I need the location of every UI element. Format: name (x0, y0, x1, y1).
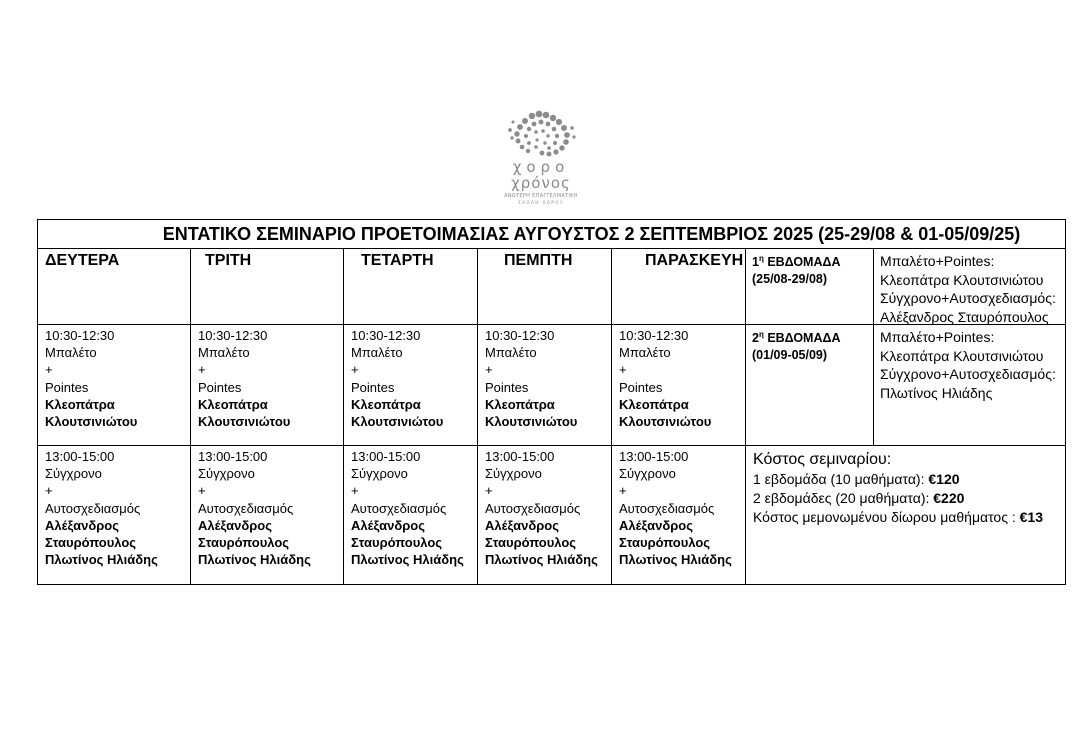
table-col-divider (745, 248, 746, 584)
teacher-first: Αλέξανδρος (351, 517, 425, 533)
session-class2: Αυτοσχεδιασμός (45, 500, 141, 516)
day-header-wednesday: ΤΕΤΑΡΤΗ (361, 252, 434, 269)
session-time: 13:00-15:00 (198, 449, 268, 464)
morning-session-thursday (485, 327, 577, 430)
logo-wordmark-line2: χρόνος (511, 174, 571, 192)
table-row-divider (38, 248, 1065, 249)
week2-info (880, 328, 1056, 402)
session-class: Μπαλέτο (351, 345, 403, 361)
week1-label (752, 250, 841, 288)
cost-line-1-text: 1 εβδομάδα (10 μαθήματα): (753, 471, 929, 487)
session-time: 10:30-12:30 (485, 328, 555, 343)
week1-title: ΕΒΔΟΜΑΔΑ (763, 255, 841, 269)
session-class: Μπαλέτο (485, 345, 537, 361)
week2-info-line: Κλεοπάτρα Κλουτσινιώτου (880, 347, 1044, 364)
session-time: 10:30-12:30 (198, 328, 268, 343)
session-plus: + (351, 362, 359, 378)
week1-dates: (25/08-29/08) (752, 272, 828, 286)
week2-info-line: Σύγχρονο+Αυτοσχεδιασμός: (880, 366, 1056, 382)
week2-dates: (01/09-05/09) (752, 348, 828, 362)
logo-subtagline: ΣΧΟΛΗ ΧΟΡΟΥ (518, 200, 564, 205)
afternoon-session-thursday (485, 448, 598, 568)
cost-line-1-price: €120 (928, 471, 960, 487)
logo-tagline: ΑΝΩΤΕΡΗ ΕΠΑΓΓΕΛΜΑΤΙΚΗ (504, 193, 578, 199)
day-header-friday: ΠΑΡΑΣΚΕΥΗ (645, 252, 744, 269)
session-class2: Αυτοσχεδιασμός (485, 500, 581, 516)
school-logo (498, 108, 584, 210)
table-col-divider (477, 248, 478, 584)
session-plus: + (45, 362, 53, 378)
teacher-2: Πλωτίνος Ηλιάδης (485, 552, 598, 568)
cost-line-3-price: €13 (1019, 509, 1043, 525)
afternoon-session-friday (619, 448, 732, 568)
session-plus: + (485, 362, 493, 378)
teacher-last: Κλουτσινιώτου (485, 413, 578, 429)
cost-line-2-text: 2 εβδομάδες (20 μαθήματα): (753, 490, 934, 506)
cost-line-2 (753, 489, 1043, 508)
week1-ordinal: η (758, 254, 764, 263)
session-class: Μπαλέτο (619, 345, 671, 361)
session-class2: Pointes (351, 379, 395, 395)
teacher-2: Πλωτίνος Ηλιάδης (619, 552, 732, 568)
session-class: Σύγχρονο (351, 466, 408, 482)
teacher-first: Κλεοπάτρα (45, 396, 115, 412)
table-col-divider (611, 248, 612, 584)
morning-session-friday (619, 327, 711, 430)
day-header-monday: ΔΕΥΤΕΡΑ (45, 252, 120, 269)
week1-info-line: Σύγχρονο+Αυτοσχεδιασμός: (880, 290, 1056, 306)
afternoon-session-monday (45, 448, 158, 568)
week1-info (880, 252, 1056, 326)
teacher-last: Κλουτσινιώτου (45, 413, 138, 429)
week1-info-line: Κλεοπάτρα Κλουτσινιώτου (880, 271, 1044, 288)
session-time: 10:30-12:30 (351, 328, 421, 343)
table-col-divider (190, 248, 191, 584)
table-col-divider (343, 248, 344, 584)
session-class2: Pointes (45, 379, 89, 395)
morning-session-tuesday (198, 327, 290, 430)
session-time: 10:30-12:30 (619, 328, 689, 343)
week1-info-line: Μπαλέτο+Pointes: (880, 253, 995, 269)
cost-info (753, 449, 1043, 527)
session-plus: + (351, 483, 359, 499)
session-time: 10:30-12:30 (45, 328, 115, 343)
teacher-last: Σταυρόπουλος (485, 534, 577, 550)
teacher-2: Πλωτίνος Ηλιάδης (45, 552, 158, 568)
teacher-last: Κλουτσινιώτου (198, 413, 291, 429)
session-class2: Αυτοσχεδιασμός (619, 500, 715, 516)
teacher-2: Πλωτίνος Ηλιάδης (351, 552, 464, 568)
teacher-first: Αλέξανδρος (619, 517, 693, 533)
teacher-first: Κλεοπάτρα (619, 396, 689, 412)
morning-session-monday (45, 327, 137, 430)
session-time: 13:00-15:00 (45, 449, 115, 464)
teacher-last: Σταυρόπουλος (45, 534, 137, 550)
afternoon-session-tuesday (198, 448, 311, 568)
session-plus: + (619, 362, 627, 378)
session-plus: + (198, 362, 206, 378)
session-plus: + (619, 483, 627, 499)
session-class2: Αυτοσχεδιασμός (351, 500, 447, 516)
session-class: Σύγχρονο (198, 466, 255, 482)
week2-title: ΕΒΔΟΜΑΔΑ (763, 331, 841, 345)
session-plus: + (485, 483, 493, 499)
morning-session-wednesday (351, 327, 443, 430)
teacher-first: Κλεοπάτρα (485, 396, 555, 412)
teacher-last: Κλουτσινιώτου (619, 413, 712, 429)
session-class2: Pointes (485, 379, 529, 395)
page-title: ΕΝΤΑΤΙΚΟ ΣΕΜΙΝΑΡΙΟ ΠΡΟΕΤΟΙΜΑΣΙΑΣ ΑΥΓΟΥΣΤΟΣ 2 ΣΕΠΤΕΜΒΡΙΟΣ 2025 (25-29/08 & 01-05/09/25) (162, 224, 1021, 244)
teacher-last: Κλουτσινιώτου (351, 413, 444, 429)
session-class: Μπαλέτο (198, 345, 250, 361)
table-row-divider (38, 445, 1065, 446)
teacher-first: Αλέξανδρος (45, 517, 119, 533)
day-header-tuesday: ΤΡΙΤΗ (205, 252, 252, 269)
dots-spiral-icon (498, 108, 584, 160)
logo-wordmark-line1: χορο (512, 158, 570, 176)
session-time: 13:00-15:00 (485, 449, 555, 464)
afternoon-session-wednesday (351, 448, 464, 568)
session-class: Σύγχρονο (619, 466, 676, 482)
teacher-first: Κλεοπάτρα (198, 396, 268, 412)
schedule-table (37, 219, 1066, 585)
cost-heading: Κόστος σεμιναρίου: (753, 451, 892, 468)
session-class2: Αυτοσχεδιασμός (198, 500, 294, 516)
teacher-last: Σταυρόπουλος (351, 534, 443, 550)
teacher-last: Σταυρόπουλος (619, 534, 711, 550)
session-class2: Pointes (198, 379, 242, 395)
session-class: Μπαλέτο (45, 345, 97, 361)
session-class2: Pointes (619, 379, 663, 395)
teacher-first: Αλέξανδρος (485, 517, 559, 533)
cost-line-3-text: Κόστος μεμονωμένου δίωρου μαθήματος : (753, 509, 1020, 525)
session-class: Σύγχρονο (45, 466, 102, 482)
cost-line-1 (753, 470, 1043, 489)
teacher-2: Πλωτίνος Ηλιάδης (198, 552, 311, 568)
week2-info-line: Μπαλέτο+Pointes: (880, 329, 995, 345)
week2-number: 2 (752, 331, 759, 345)
week1-number: 1 (752, 255, 759, 269)
session-plus: + (198, 483, 206, 499)
week1-info-line: Αλέξανδρος Σταυρόπουλος (880, 308, 1049, 325)
cost-line-2-price: €220 (933, 490, 965, 506)
session-plus: + (45, 483, 53, 499)
day-header-thursday: ΠΕΜΠΤΗ (504, 252, 573, 269)
cost-line-3 (753, 508, 1043, 527)
teacher-last: Σταυρόπουλος (198, 534, 290, 550)
session-time: 13:00-15:00 (619, 449, 689, 464)
week2-label (752, 326, 841, 364)
table-col-divider (873, 248, 874, 445)
session-time: 13:00-15:00 (351, 449, 421, 464)
week2-info-line: Πλωτίνος Ηλιάδης (880, 384, 993, 401)
session-class: Σύγχρονο (485, 466, 542, 482)
teacher-first: Κλεοπάτρα (351, 396, 421, 412)
week2-ordinal: η (758, 330, 764, 339)
teacher-first: Αλέξανδρος (198, 517, 272, 533)
